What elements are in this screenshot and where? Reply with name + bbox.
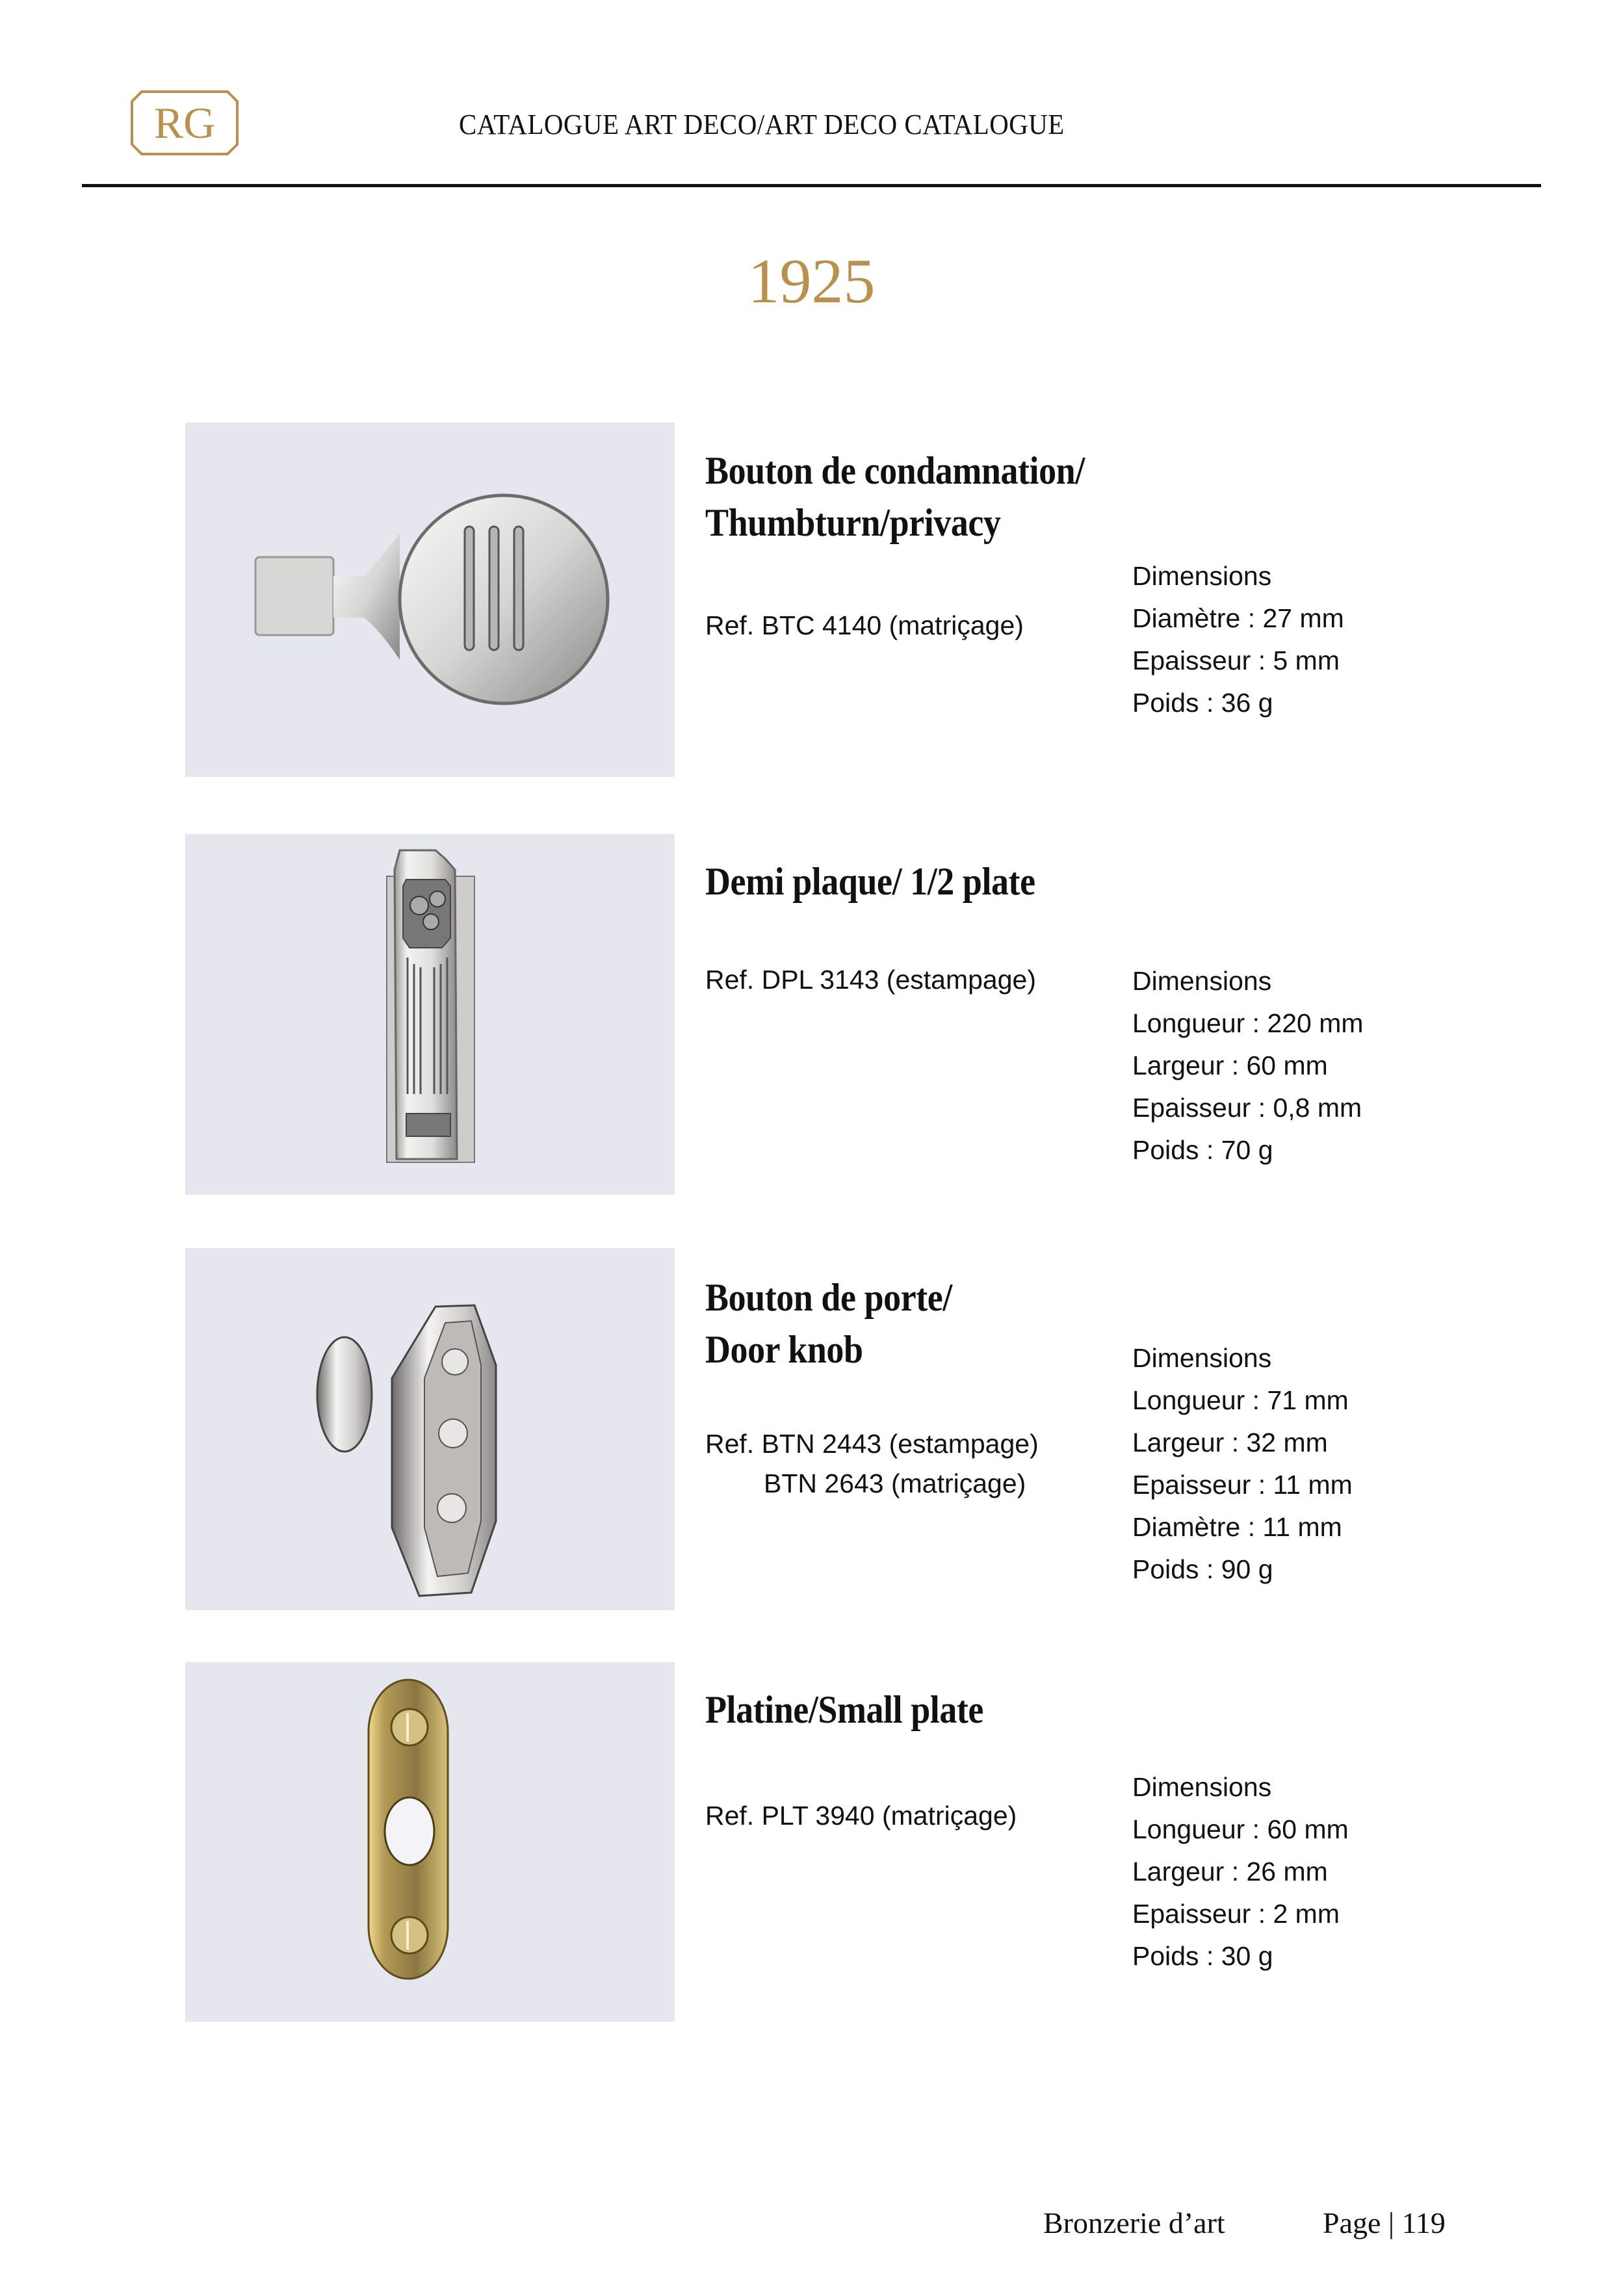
reference-line: Ref. DPL 3143 (estampage) [705,965,1036,995]
collection-title: 1925 [747,246,876,317]
product-dimensions [1132,555,1344,724]
dimension-value: Epaisseur : 0,8 mm [1132,1093,1362,1123]
reference-line: Ref. PLT 3940 (matriçage) [705,1801,1017,1831]
dimension-value: Largeur : 32 mm [1132,1428,1328,1457]
product-image-thumbturn [185,423,675,777]
dimension-value: Largeur : 26 mm [1132,1857,1328,1886]
footer-brand: Bronzerie d’art [1043,2206,1225,2239]
dimension-value: Largeur : 60 mm [1132,1050,1328,1080]
dimension-value: Diamètre : 11 mm [1132,1512,1342,1542]
dimension-value: Poids : 30 g [1132,1941,1273,1971]
product-image-door-knob [185,1248,675,1610]
thumbturn-icon [185,423,675,777]
product-title [705,445,1085,549]
product-title [705,1272,952,1376]
door-knob-icon [185,1248,675,1610]
dimensions-label: Dimensions [1132,1772,1272,1802]
dimension-value: Poids : 36 g [1132,688,1273,718]
dimension-value: Longueur : 220 mm [1132,1008,1364,1038]
dimension-value: Diamètre : 27 mm [1132,603,1344,633]
logo-frame-icon [130,90,239,156]
product-dimensions [1132,1766,1349,1977]
dimension-value: Epaisseur : 2 mm [1132,1899,1340,1929]
product-dimensions [1132,1337,1353,1591]
dimensions-label: Dimensions [1132,561,1272,591]
dimension-value: Poids : 90 g [1132,1554,1273,1584]
product-reference [705,606,1024,646]
product-title-line: Door knob [705,1328,863,1371]
product-title-line: Thumbturn/privacy [705,501,1001,544]
reference-line: Ref. BTC 4140 (matriçage) [705,610,1024,640]
dimension-value: Epaisseur : 5 mm [1132,646,1340,675]
product-dimensions [1132,960,1364,1171]
product-reference [705,960,1036,1000]
reference-line: Ref. BTN 2443 (estampage) [705,1429,1039,1459]
small-plate-icon [185,1662,675,2022]
product-title [705,1684,983,1736]
product-image-half-plate [185,834,675,1195]
product-title-line: Bouton de condamnation/ [705,449,1085,492]
logo-text: RG [153,98,216,148]
header-divider [82,184,1541,187]
product-image-small-plate [185,1662,675,2022]
reference-line: BTN 2643 (matriçage) [764,1468,1026,1498]
product-title [705,855,1035,907]
page-number: Page | 119 [1323,2206,1446,2239]
catalogue-header-title: CATALOGUE ART DECO/ART DECO CATALOGUE [459,109,1065,140]
product-title-line: Platine/Small plate [705,1688,983,1731]
product-title-line: Bouton de porte/ [705,1276,952,1319]
dimension-value: Longueur : 71 mm [1132,1385,1349,1415]
dimension-value: Epaisseur : 11 mm [1132,1470,1353,1500]
product-reference [705,1796,1017,1836]
half-plate-icon [185,834,675,1195]
dimensions-label: Dimensions [1132,1343,1272,1373]
rg-logo [130,90,239,156]
dimension-value: Poids : 70 g [1132,1135,1273,1165]
product-reference [705,1424,1039,1504]
dimension-value: Longueur : 60 mm [1132,1814,1349,1844]
product-title-line: Demi plaque/ 1/2 plate [705,860,1035,903]
dimensions-label: Dimensions [1132,966,1272,996]
